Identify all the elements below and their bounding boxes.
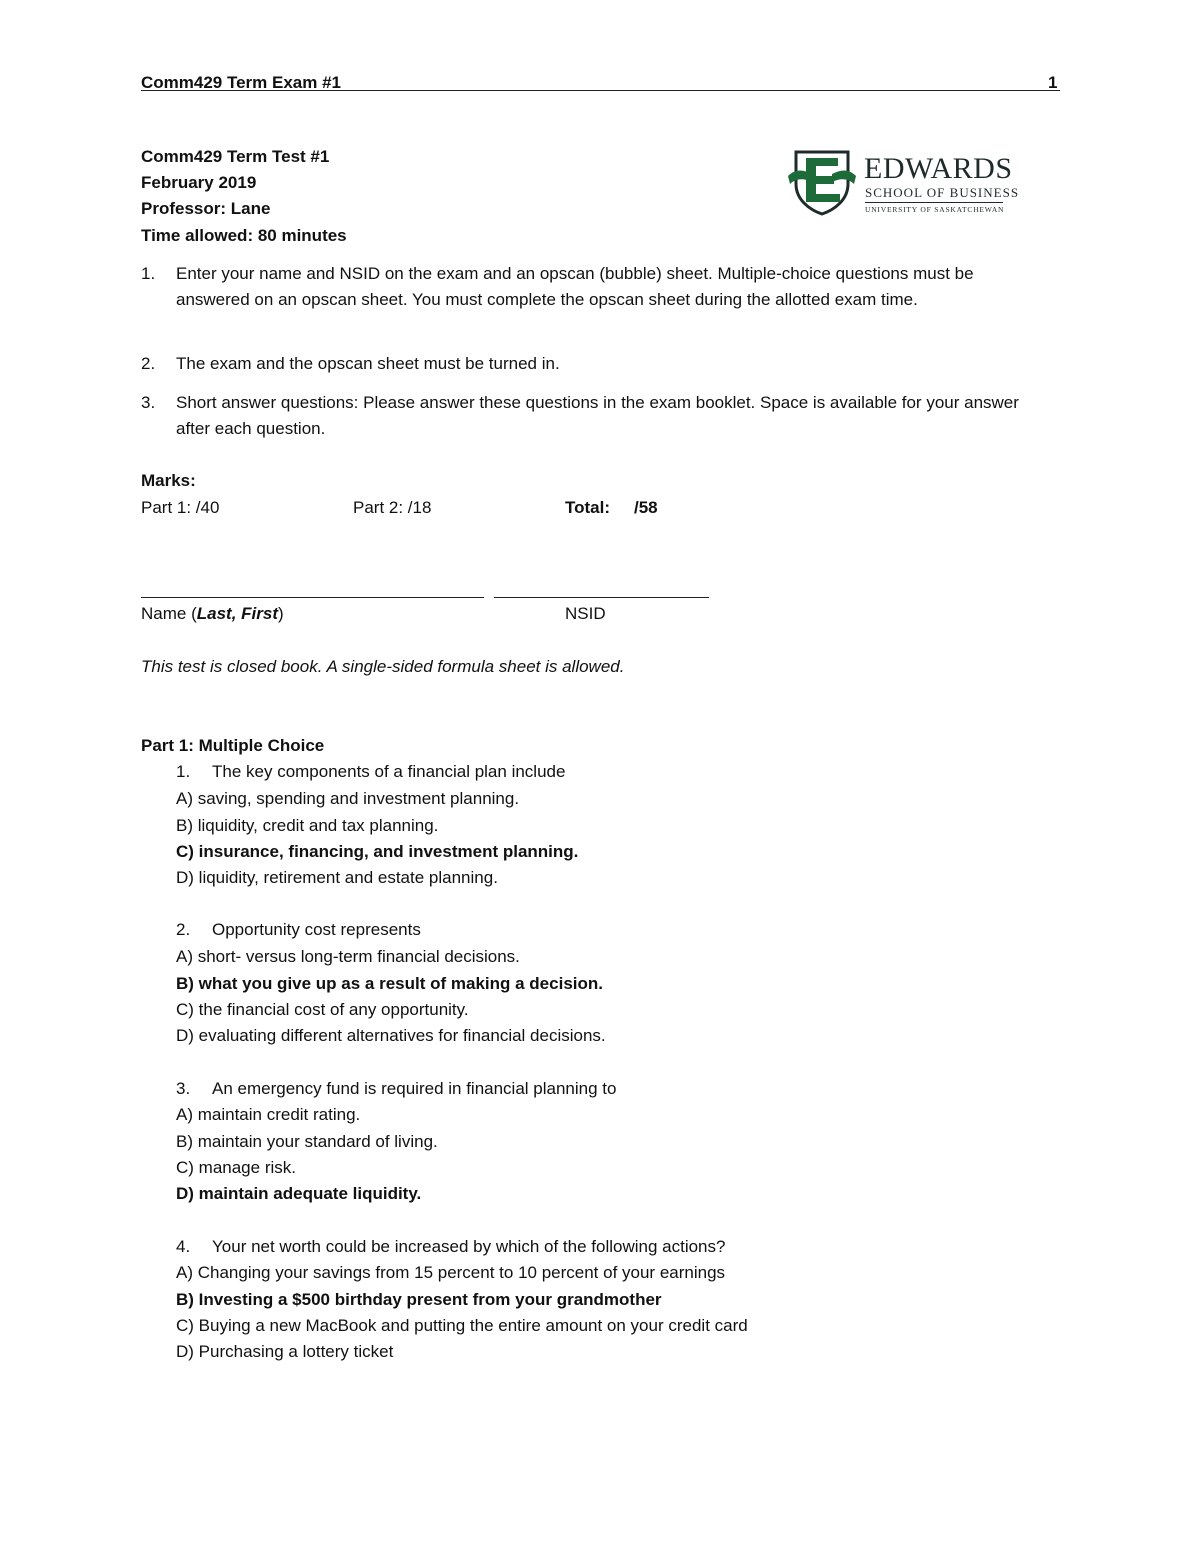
name-label-prefix: Name ( [141, 604, 197, 623]
instruction-number: 2. [141, 354, 156, 373]
question-4-option-d: D) Purchasing a lottery ticket [176, 1342, 394, 1361]
instruction-number: 3. [141, 393, 156, 412]
question-number: 1. [176, 762, 191, 781]
question-4-option-c: C) Buying a new MacBook and putting the entire amount on your credit card [176, 1316, 748, 1335]
question-4-option-b: B) Investing a $500 birthday present from your grandmother [176, 1290, 662, 1309]
nsid-field-label: NSID [565, 604, 606, 623]
marks-total-value: /58 [634, 498, 658, 517]
question-number: 2. [176, 920, 191, 939]
question-2-option-c: C) the financial cost of any opportunity. [176, 1000, 469, 1019]
logo-school: SCHOOL OF BUSINESS [865, 185, 1020, 200]
edwards-logo [786, 148, 1020, 218]
marks-part1: Part 1: /40 [141, 498, 220, 517]
instruction-text: The exam and the opscan sheet must be turned in. [176, 354, 560, 373]
instruction-number: 1. [141, 264, 156, 283]
edwards-shield-icon [786, 148, 858, 216]
instruction-3 [141, 390, 1041, 442]
question-1-option-c: C) insurance, financing, and investment planning. [176, 842, 579, 861]
question-text: Opportunity cost represents [212, 920, 421, 939]
question-number: 4. [176, 1237, 191, 1256]
logo-rule [865, 202, 1003, 203]
question-2-stem [176, 919, 421, 941]
question-text: An emergency fund is required in financial planning to [212, 1079, 617, 1098]
exam-date: February 2019 [141, 173, 257, 192]
closed-book-note: This test is closed book. A single-sided formula sheet is allowed. [141, 657, 625, 676]
logo-university: UNIVERSITY OF SASKATCHEWAN [865, 205, 1005, 214]
instruction-text: Enter your name and NSID on the exam and an opscan (bubble) sheet. Multiple-choice questions must be answered on an opscan sheet. You must complete the opscan sheet during the allotted exam time. [176, 264, 974, 309]
marks-label: Marks: [141, 471, 196, 490]
question-text: The key components of a financial plan include [212, 762, 566, 781]
question-1-stem [176, 761, 565, 783]
marks-total-label: Total: [565, 498, 611, 517]
part1-heading: Part 1: Multiple Choice [141, 736, 325, 755]
question-2-option-b: B) what you give up as a result of making a decision. [176, 974, 603, 993]
exam-professor: Professor: Lane [141, 199, 271, 218]
question-4-option-a: A) Changing your savings from 15 percent to 10 percent of your earnings [176, 1263, 726, 1282]
question-1-option-a: A) saving, spending and investment planning. [176, 789, 520, 808]
instruction-text: Short answer questions: Please answer these questions in the exam booklet. Space is available for your answer after each question. [176, 393, 1019, 438]
instruction-1 [141, 261, 1041, 313]
question-3-option-d: D) maintain adequate liquidity. [176, 1184, 422, 1203]
name-label-suffix: ) [277, 604, 284, 623]
question-2-option-d: D) evaluating different alternatives for financial decisions. [176, 1026, 606, 1045]
name-label-format: Last, First [196, 604, 278, 623]
question-3-stem [176, 1078, 616, 1100]
instruction-2 [141, 351, 1041, 377]
nsid-signature-line[interactable] [494, 597, 709, 598]
question-number: 3. [176, 1079, 191, 1098]
question-3-option-a: A) maintain credit rating. [176, 1105, 361, 1124]
question-2-option-a: A) short- versus long-term financial decisions. [176, 947, 520, 966]
marks-part2: Part 2: /18 [353, 498, 432, 517]
exam-time-allowed: Time allowed: 80 minutes [141, 226, 347, 245]
question-text: Your net worth could be increased by which of the following actions? [212, 1237, 726, 1256]
running-header-title: Comm429 Term Exam #1 [141, 73, 342, 92]
question-4-stem [176, 1236, 725, 1258]
name-field-label [141, 603, 284, 625]
logo-name: EDWARDS [864, 152, 1013, 185]
question-3-option-b: B) maintain your standard of living. [176, 1132, 438, 1151]
page-number: 1 [1048, 73, 1058, 92]
exam-title: Comm429 Term Test #1 [141, 147, 330, 166]
question-1-option-b: B) liquidity, credit and tax planning. [176, 816, 439, 835]
question-1-option-d: D) liquidity, retirement and estate planning. [176, 868, 498, 887]
header-rule [141, 90, 1060, 91]
name-signature-line[interactable] [141, 597, 484, 598]
question-3-option-c: C) manage risk. [176, 1158, 296, 1177]
